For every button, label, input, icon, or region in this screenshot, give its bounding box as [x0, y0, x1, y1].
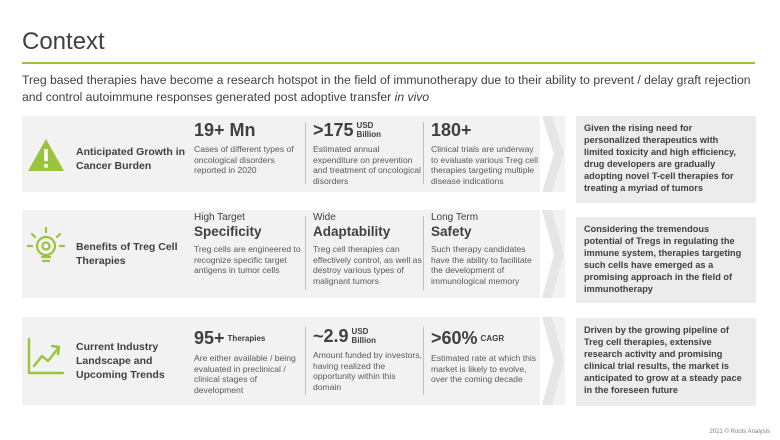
column-divider [305, 122, 306, 184]
page-title: Context [22, 28, 105, 55]
column-divider [423, 122, 424, 184]
row-label-industry-landscape: Current Industry Landscape and Upcoming Trends [76, 341, 165, 381]
benefit-specificity [194, 212, 306, 276]
stat-description: Cases of different types of oncological disorders reported in 2020 [194, 144, 294, 176]
stat-description: Amount funded by investors, having realized the opportunity within this domain [313, 350, 422, 392]
warning-triangle-icon [26, 135, 66, 175]
chevron-right-icon [540, 317, 564, 405]
stat-description: Estimated annual expenditure on prevention and treatment of oncological disorders [313, 144, 421, 186]
column-divider [305, 216, 306, 290]
summary-box-industry-landscape: Driven by the growing pipeline of Treg cell therapies, extensive research activity and promising clinical trial results, the market is anticipated to grow at a steady pace in the foreseen future [576, 318, 756, 406]
summary-box-cancer-burden: Given the rising need for personalized therapeutics with limited toxicity and high efficiency, drug developers are gradually adopting novel T-cell therapies for treating a myriad of tumors [576, 116, 756, 203]
benefit-head-big: Safety [431, 224, 472, 239]
title-divider [22, 62, 755, 64]
column-divider [305, 327, 306, 395]
chevron-right-icon [540, 210, 564, 298]
column-divider [423, 216, 424, 290]
lightbulb-gear-icon [26, 226, 66, 266]
stat-value: 19+ Mn [194, 120, 256, 140]
intro-text: Treg based therapies have become a research hotspot in the field of immunotherapy due to their ability to prevent / delay graft rejection and control autoimmune responses generated post adoptive transfer in vivo [22, 73, 751, 104]
stat-value: ~2.9 USD Billion [313, 326, 376, 346]
row-label-cancer-burden: Anticipated Growth in Cancer Burden [76, 146, 186, 172]
summary-box-benefits: Considering the tremendous potential of Tregs in regulating the immune system, therapies targeting such cells have emerged as a promising approach in the field of immunotherapy [576, 217, 756, 303]
benefit-safety [431, 212, 543, 286]
benefit-description: Such therapy candidates have the ability to facilitate the development of immunological memory [431, 244, 532, 286]
benefit-head-big: Adaptability [313, 224, 391, 239]
benefit-description: Treg cell therapies can effectively control, as well as destroy various types of malignant tumors [313, 244, 422, 286]
stat-clinical-trials [431, 120, 543, 186]
growth-chart-icon [26, 336, 66, 376]
benefit-description: Treg cells are engineered to recognize specific target antigens in tumor cells [194, 244, 301, 276]
column-divider [423, 327, 424, 395]
benefit-head-small: High Target [194, 212, 245, 223]
stat-therapies [194, 328, 306, 396]
stat-value: 180+ [431, 120, 472, 140]
stat-description: Estimated rate at which this market is likely to evolve, over the coming decade [431, 353, 537, 385]
stat-cancer-cases [194, 120, 306, 176]
stat-description: Clinical trials are underway to evaluate various Treg cell therapies targeting multiple disease indications [431, 144, 539, 186]
benefit-adaptability [313, 212, 425, 286]
benefit-head-small: Long Term [431, 212, 479, 223]
stat-cagr [431, 328, 543, 385]
stat-expenditure [313, 120, 425, 186]
stat-value: >175 USD Billion [313, 120, 381, 140]
stat-funding [313, 326, 425, 392]
benefit-head-big: Specificity [194, 224, 262, 239]
benefit-head-small: Wide [313, 212, 336, 223]
stat-value: >60% CAGR [431, 328, 505, 348]
copyright-footer: 2021 © Roots Analysis [709, 429, 770, 435]
chevron-right-icon [540, 116, 564, 192]
stat-value: 95+ Therapies [194, 328, 266, 348]
row-label-benefits: Benefits of Treg Cell Therapies [76, 241, 178, 267]
stat-description: Are either available / being evaluated in preclinical / clinical stages of development [194, 353, 296, 396]
